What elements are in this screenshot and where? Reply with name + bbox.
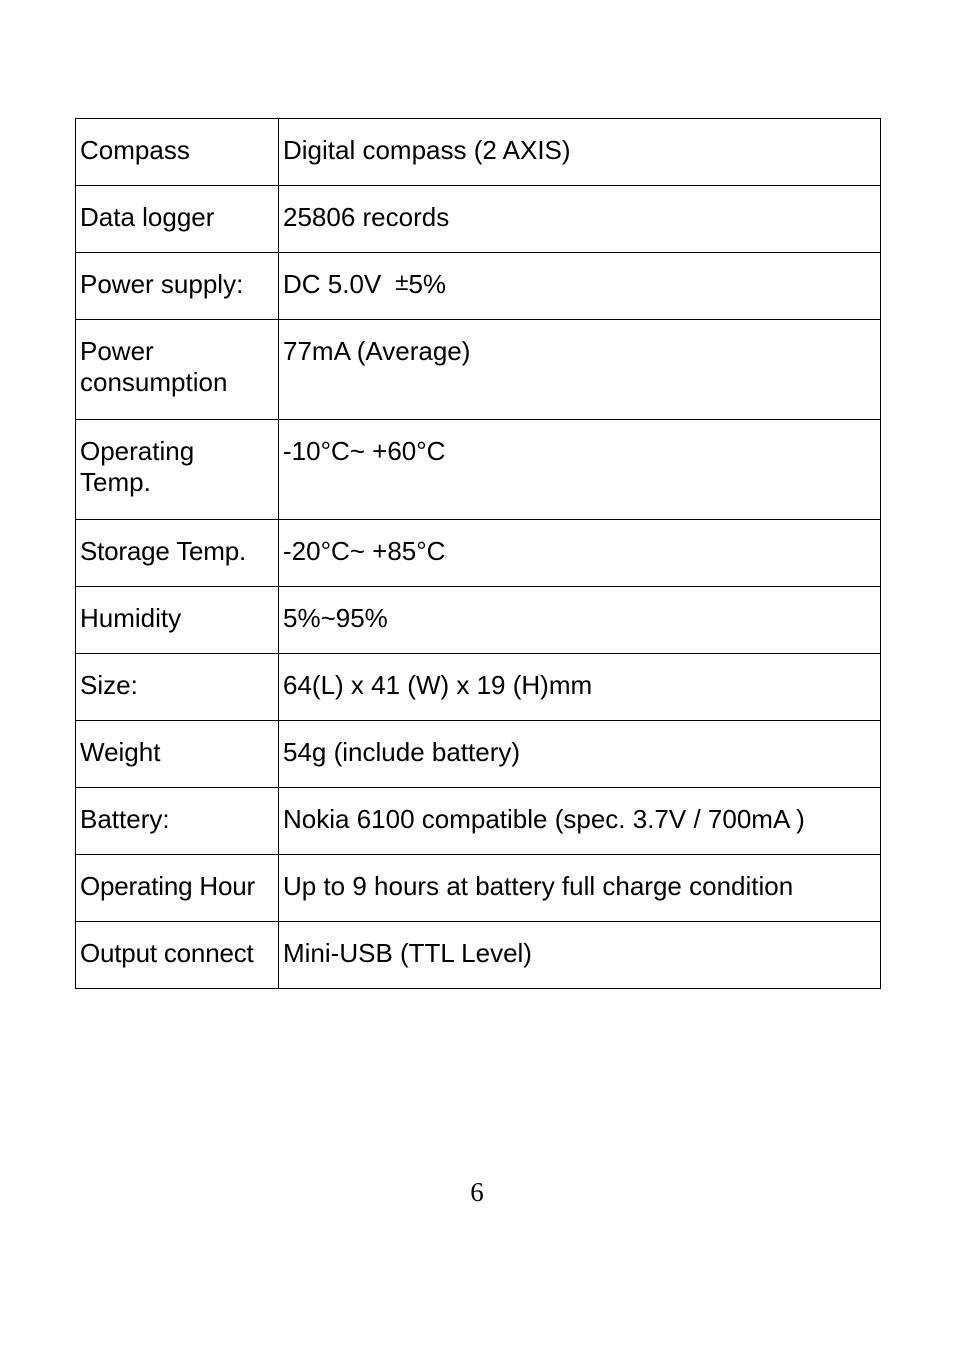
spec-row-battery <box>76 788 881 855</box>
spec-label: Power consumption <box>76 320 279 420</box>
page-number: 6 <box>470 1177 484 1207</box>
spec-label: Output connect <box>76 922 279 989</box>
spec-row-storage-temp <box>76 520 881 587</box>
spec-row-weight <box>76 721 881 788</box>
spec-value: 5%~95% <box>279 587 881 654</box>
spec-value: Up to 9 hours at battery full charge condition <box>279 855 881 922</box>
spec-value: -10°C~ +60°C <box>279 420 881 520</box>
spec-value: Nokia 6100 compatible (spec. 3.7V / 700mA ) <box>279 788 881 855</box>
spec-label: Data logger <box>76 186 279 253</box>
spec-label: Humidity <box>76 587 279 654</box>
spec-value: 77mA (Average) <box>279 320 881 420</box>
spec-label: Power supply: <box>76 253 279 320</box>
spec-row-power-supply <box>76 253 881 320</box>
spec-row-size <box>76 654 881 721</box>
spec-value: Digital compass (2 AXIS) <box>279 119 881 186</box>
spec-value: -20°C~ +85°C <box>279 520 881 587</box>
spec-label: Operating Hour <box>76 855 279 922</box>
spec-value: 64(L) x 41 (W) x 19 (H)mm <box>279 654 881 721</box>
spec-row-output-connect <box>76 922 881 989</box>
spec-label: Compass <box>76 119 279 186</box>
spec-label: Storage Temp. <box>76 520 279 587</box>
spec-value: DC 5.0V <box>283 269 382 299</box>
spec-label: Battery: <box>76 788 279 855</box>
spec-value-cell <box>279 253 881 320</box>
spec-value-suffix: 5% <box>408 269 447 299</box>
spec-label: Size: <box>76 654 279 721</box>
spec-table <box>75 118 881 989</box>
spec-row-operating-temp <box>76 420 881 520</box>
spec-row-humidity <box>76 587 881 654</box>
spec-row-operating-hour <box>76 855 881 922</box>
spec-row-power-consumption <box>76 320 881 420</box>
spec-value: 25806 records <box>279 186 881 253</box>
plus-minus-symbol: ± <box>395 269 409 296</box>
spec-value: Mini-USB (TTL Level) <box>279 922 881 989</box>
spec-label: Weight <box>76 721 279 788</box>
spec-label: Operating Temp. <box>76 420 279 520</box>
spec-value: 54g (include battery) <box>279 721 881 788</box>
spec-row-compass <box>76 119 881 186</box>
spec-row-data-logger <box>76 186 881 253</box>
